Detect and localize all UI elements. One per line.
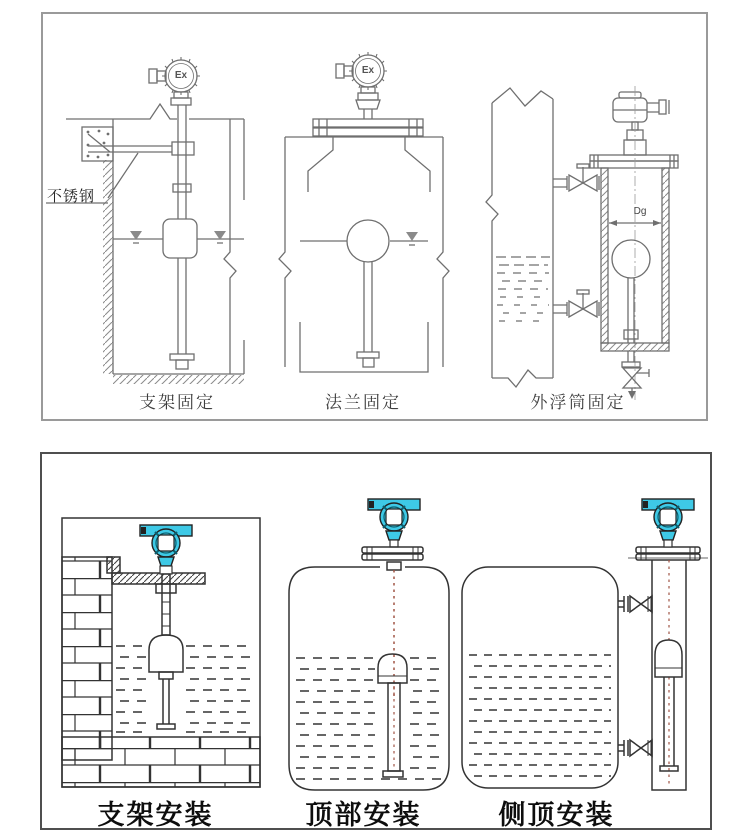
mounting-flange: [628, 547, 708, 560]
transmitter-head: [140, 525, 192, 574]
mounting-bracket: [82, 127, 194, 161]
chamber-diameter-label: Dg: [633, 206, 647, 217]
float: [378, 654, 407, 683]
ex-transmitter-head: [336, 52, 387, 119]
isolation-valve-bottom: [553, 290, 599, 317]
float: [347, 220, 389, 262]
figure-flange-fixing: [279, 52, 449, 372]
caption-side-top-installation: 侧顶安装: [498, 800, 615, 830]
side-valve-bottom: [618, 740, 652, 756]
caption-bracket-fixing: 支架固定: [139, 393, 215, 412]
mounting-flange: [362, 547, 423, 560]
brick-floor: [62, 737, 260, 787]
figure-side-top-installation: [462, 499, 708, 790]
caption-top-installation: 顶部安装: [305, 800, 422, 830]
caption-external-float-chamber-fixing: 外浮筒固定: [530, 393, 626, 412]
float: [149, 635, 183, 672]
stainless-steel-label: 不锈钢: [47, 188, 96, 205]
float: [163, 219, 197, 258]
figure-bracket-fixing: [46, 57, 244, 384]
transmitter-head: [368, 499, 420, 547]
side-valve-top: [618, 596, 652, 612]
ex-marking-label: Ex: [361, 65, 375, 76]
figure-bracket-installation: [62, 518, 260, 787]
figure-top-installation: [289, 499, 449, 790]
transmitter-head: [642, 499, 694, 547]
brick-wall: [62, 557, 112, 760]
compact-transmitter-head: [613, 92, 669, 122]
float: [612, 240, 650, 278]
caption-bracket-installation: 支架安装: [97, 800, 214, 830]
figure-external-float-chamber-fixing: [486, 86, 678, 400]
float: [655, 640, 682, 677]
mounting-flange: [313, 119, 423, 136]
caption-flange-fixing: 法兰固定: [325, 393, 401, 412]
support-shelf: [112, 573, 205, 584]
ex-marking-label: Ex: [174, 70, 188, 81]
ex-transmitter-head: [149, 57, 200, 105]
